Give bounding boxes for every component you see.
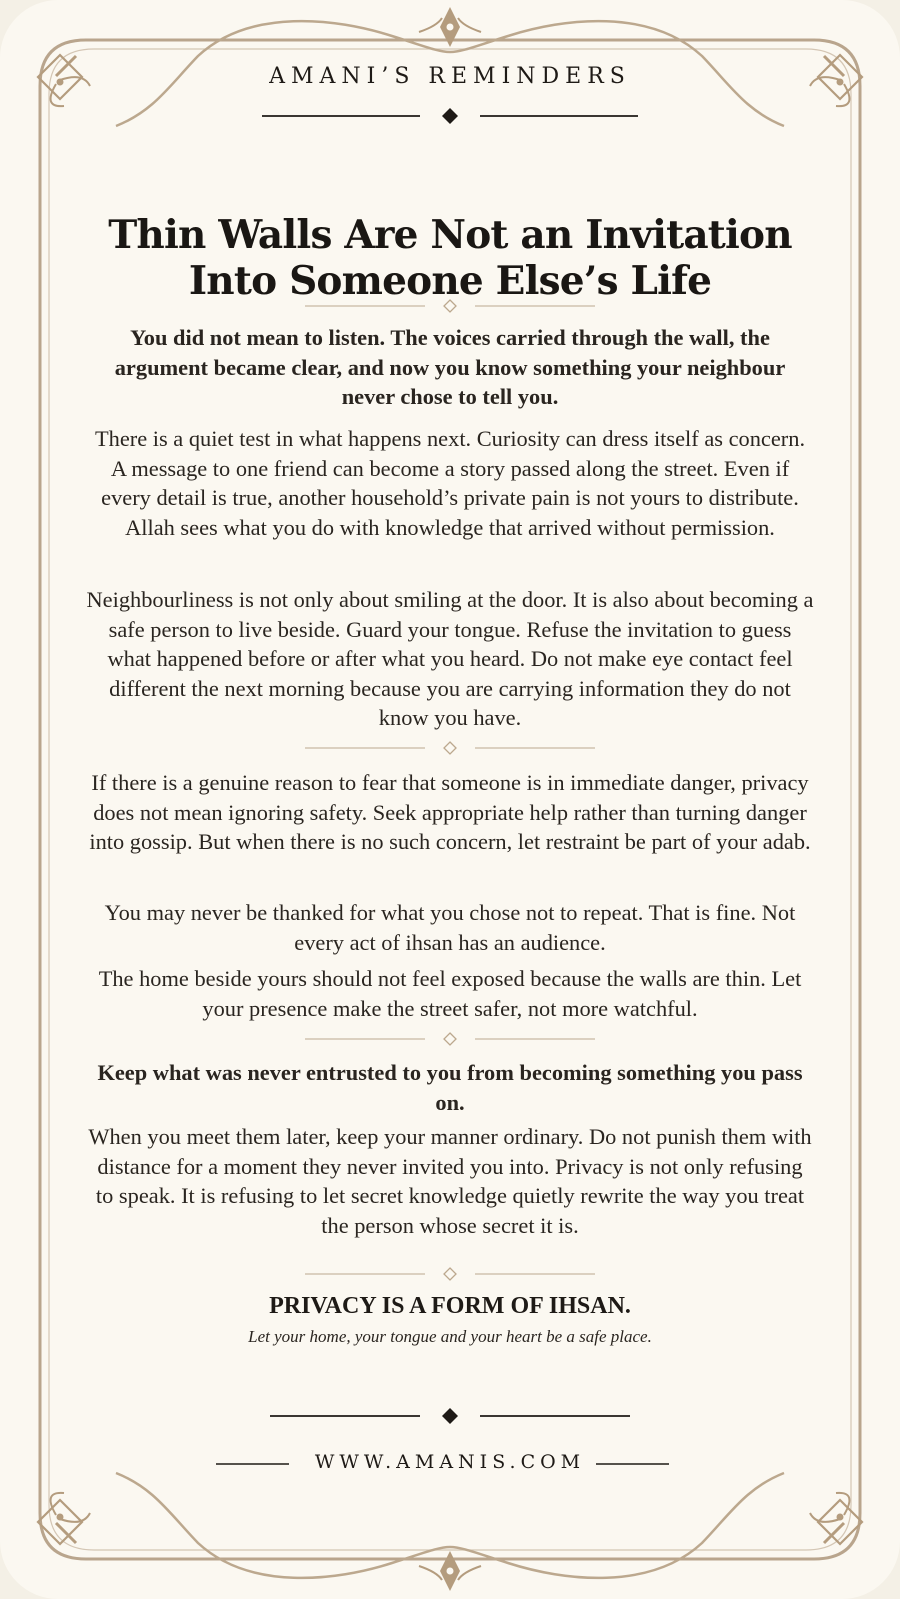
diamond-outline-icon [444, 1033, 456, 1045]
body-paragraph: The home beside yours should not feel exposed because the walls are thin. Let your presence make the street safer, not more watchful. [98, 966, 802, 1021]
bottom-right-flourish-icon [810, 1493, 862, 1544]
section-divider [305, 740, 595, 756]
body-paragraph: You may never be thanked for what you chose not to repeat. That is fine. Not every act of ihsan has an audience. [104, 900, 796, 955]
section-divider [305, 298, 595, 314]
body-paragraph: If there is a genuine reason to fear that someone is in immediate danger, privacy does not mean ignoring safety. Seek appropriate help rather than turning danger into gossip. But when there is no such concern, let restraint be part of your adab. [89, 770, 811, 855]
diamond-outline-icon [444, 742, 456, 754]
closing-subtitle: Let your home, your tongue and your heart be a safe place. [248, 1327, 652, 1346]
bottom-left-flourish-icon [38, 1493, 90, 1544]
section-divider [305, 1031, 595, 1047]
diamond-icon [442, 108, 458, 124]
bottom-ornament-icon [419, 1551, 481, 1591]
closing-heading: PRIVACY IS A FORM OF IHSAN. [269, 1293, 631, 1319]
diamond-outline-icon [444, 300, 456, 312]
emphasis-paragraph: Keep what was never entrusted to you from becoming something you pass on. [97, 1060, 803, 1115]
footer-divider [0, 1406, 900, 1426]
header-divider [0, 106, 900, 126]
body-paragraph: Neighbourliness is not only about smiling at the door. It is also about becoming a safe person to live beside. Guard your tongue. Refuse the invitation to guess what happened before or after what you heard. Do not make eye contact feel different the next morning because you are carrying information they do not know you have. [86, 587, 814, 731]
page-title: Thin Walls Are Not an Invitation Into Someone Else’s Life [108, 212, 792, 305]
brand-header: AMANI’S REMINDERS [269, 64, 631, 89]
body-paragraph: There is a quiet test in what happens next. Curiosity can dress itself as concern. A message to one friend can become a story passed along the street. Even if every detail is true, another household’s private pain is not yours to distribute. Allah sees what you do with knowledge that arrived without permission. [94, 426, 806, 540]
top-ornament-icon [419, 7, 481, 47]
website-url: WWW.AMANIS.COM [314, 1451, 586, 1473]
body-paragraph: When you meet them later, keep your manner ordinary. Do not punish them with distance for a moment they never invited you into. Privacy is not only refusing to speak. It is refusing to let secret knowledge quietly rewrite the way you treat the person whose secret it is. [88, 1124, 812, 1238]
diamond-icon [442, 1408, 458, 1424]
section-divider [305, 1266, 595, 1282]
diamond-outline-icon [444, 1268, 456, 1280]
intro-paragraph: You did not mean to listen. The voices carried through the wall, the argument became clear, and now you know something your neighbour never chose to tell you. [114, 325, 786, 410]
